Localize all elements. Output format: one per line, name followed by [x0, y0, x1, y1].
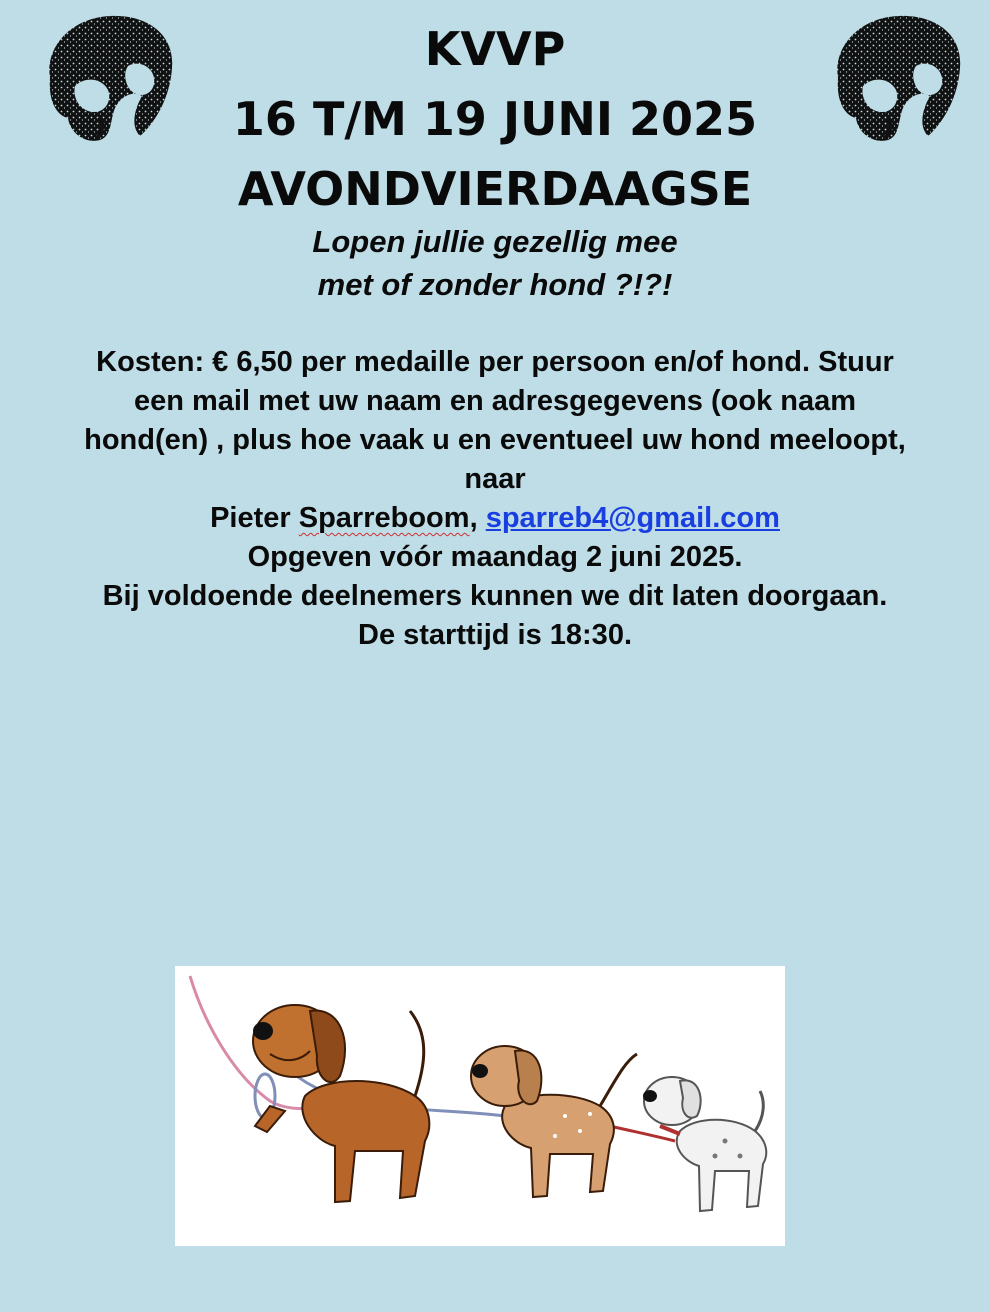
dog-nose-logo-right-icon — [818, 8, 968, 158]
email-link[interactable]: sparreb4@gmail.com — [485, 502, 780, 534]
cost-line: Kosten: € 6,50 per medaille per persoon en/of hond. Stuur — [96, 346, 894, 378]
walking-dogs-illustration — [175, 966, 785, 1246]
info-line-2: een mail met uw naam en adresgegevens (ook naam — [133, 385, 857, 417]
dog-nose-logo-left-icon — [30, 8, 180, 158]
participants-line: Bij voldoende deelnemers kunnen we dit laten doorgaan. — [102, 580, 888, 612]
deadline-line: Opgeven vóór maandag 2 juni 2025. — [247, 541, 743, 573]
tagline-line-2: met of zonder hond ?!?! — [317, 267, 673, 302]
contact-first-name: Pieter — [210, 502, 299, 534]
event-title — [200, 14, 790, 224]
info-text — [20, 343, 970, 655]
start-time-line: De starttijd is 18:30. — [358, 619, 632, 651]
tagline-line-1: Lopen jullie gezellig mee — [312, 224, 678, 259]
info-line-4: naar — [464, 463, 526, 495]
title-dates: 16 T/M 19 JUNI 2025 — [232, 92, 758, 146]
title-event: AVONDVIERDAAGSE — [237, 162, 753, 216]
contact-last-name: Sparreboom — [298, 502, 470, 534]
tagline — [200, 220, 790, 306]
info-line-3: hond(en) , plus hoe vaak u en eventueel uw hond meeloopt, — [84, 424, 906, 456]
title-org: KVVP — [424, 22, 566, 76]
contact-line — [20, 499, 970, 538]
contact-separator: , — [469, 502, 486, 534]
